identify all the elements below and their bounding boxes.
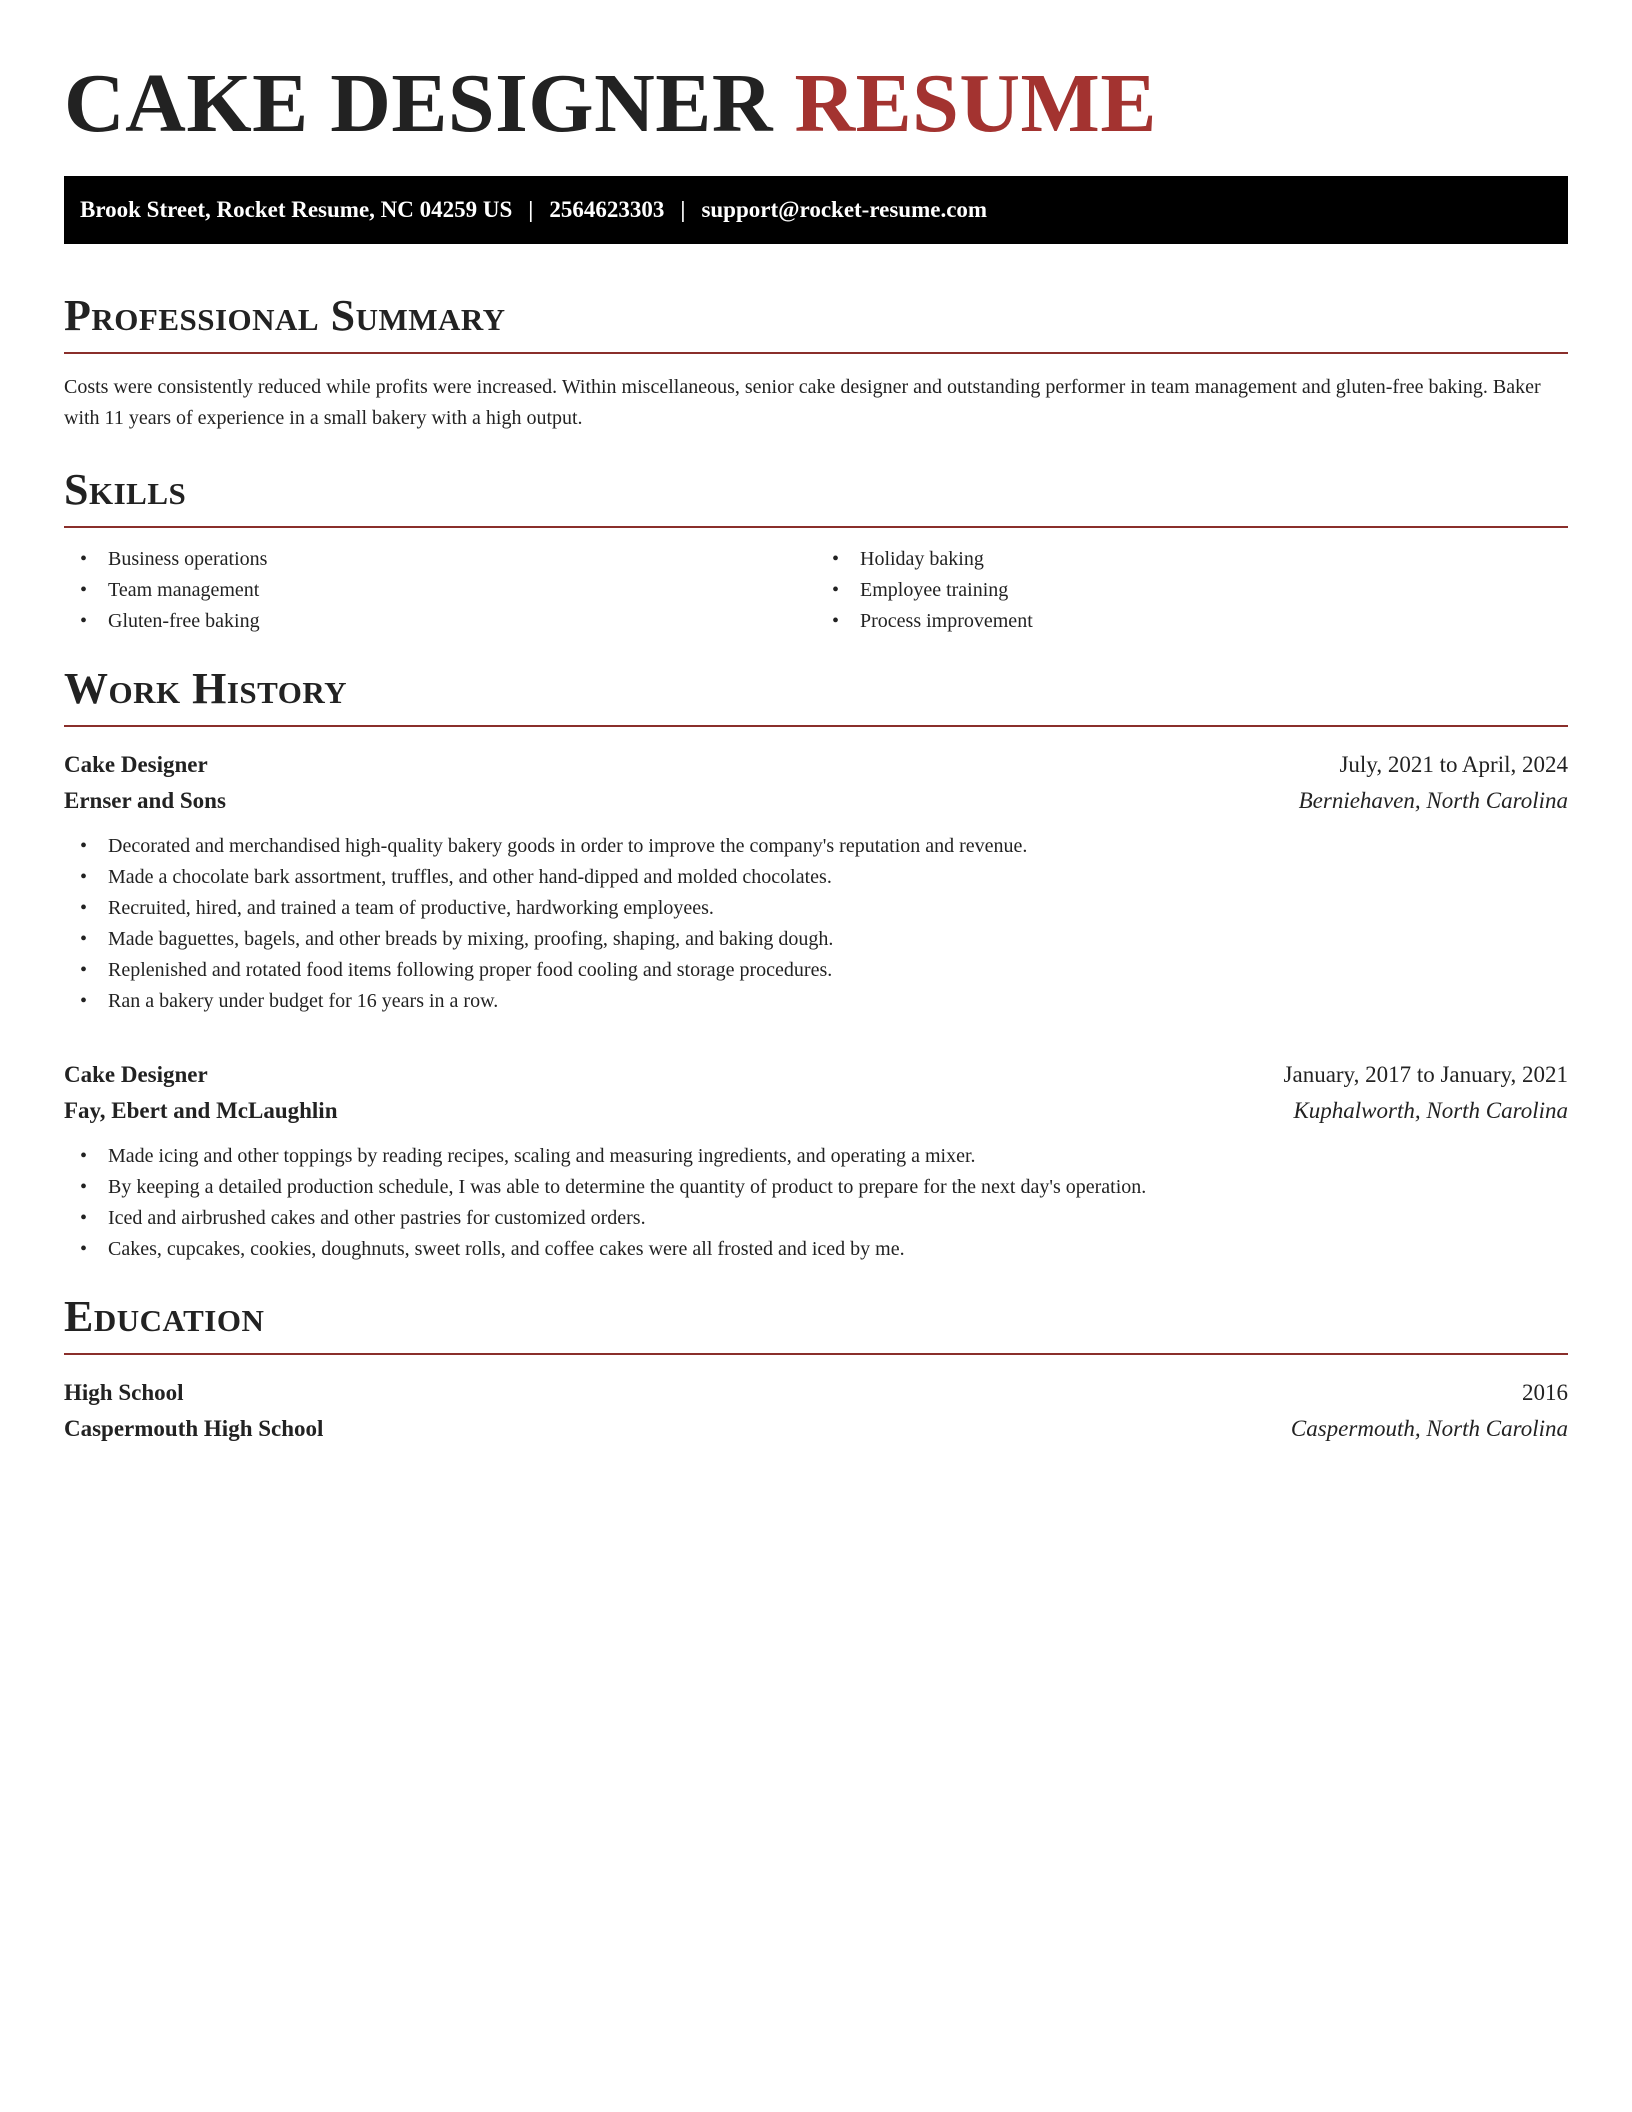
job-company-row — [64, 783, 1568, 819]
job-duty: • Recruited, hired, and trained a team of productive, hardworking employees. — [64, 893, 1568, 924]
job-location: Berniehaven, North Carolina — [1298, 788, 1568, 813]
section-heading: Work History — [64, 663, 1568, 727]
job-title: Cake Designer — [64, 752, 208, 777]
contact-email: support@rocket-resume.com — [701, 197, 988, 222]
job-duty: • Ran a bakery under budget for 16 years in a row. — [64, 986, 1568, 1017]
contact-separator: | — [680, 197, 686, 222]
education-school-row — [64, 1411, 1568, 1447]
education-section — [64, 1291, 1568, 1447]
job-duty: • Made a chocolate bark assortment, truffles, and other hand-dipped and molded chocolates. — [64, 862, 1568, 893]
job-entry — [64, 1057, 1568, 1265]
skill-item: • Holiday baking — [816, 544, 1568, 575]
resume-title — [64, 56, 1568, 152]
skills-section — [64, 464, 1568, 637]
skill-item: • Gluten-free baking — [64, 606, 816, 637]
job-title-row — [64, 747, 1568, 783]
job-dates: July, 2021 to April, 2024 — [1339, 752, 1568, 777]
job-duty: • By keeping a detailed production schedule, I was able to determine the quantity of product to prepare for the next day's operation. — [64, 1172, 1568, 1203]
job-company: Ernser and Sons — [64, 788, 226, 813]
skills-column-right — [816, 544, 1568, 637]
education-degree: High School — [64, 1380, 184, 1405]
summary-text: Costs were consistently reduced while profits were increased. Within miscellaneous, senior cake designer and outstanding performer in team management and gluten-free baking. Baker with 11 years of experience in a small bakery with a high output. — [64, 376, 1541, 429]
skill-item: • Process improvement — [816, 606, 1568, 637]
contact-phone: 2564623303 — [549, 197, 665, 222]
professional-summary-section — [64, 290, 1568, 434]
job-dates: January, 2017 to January, 2021 — [1283, 1062, 1568, 1087]
job-location: Kuphalworth, North Carolina — [1293, 1098, 1568, 1123]
section-heading: Education — [64, 1291, 1568, 1355]
job-title: Cake Designer — [64, 1062, 208, 1087]
skills-column-left — [64, 544, 816, 637]
section-heading: Professional Summary — [64, 290, 1568, 354]
section-heading: Skills — [64, 464, 1568, 528]
education-degree-row — [64, 1375, 1568, 1411]
education-school: Caspermouth High School — [64, 1416, 324, 1441]
skill-item: • Team management — [64, 575, 816, 606]
job-duty: • Decorated and merchandised high-quality bakery goods in order to improve the company's reputation and revenue. — [64, 831, 1568, 862]
job-entry — [64, 747, 1568, 1017]
job-duties — [64, 1141, 1568, 1265]
skills-grid — [64, 544, 1568, 637]
education-location: Caspermouth, North Carolina — [1290, 1416, 1568, 1441]
education-year: 2016 — [1522, 1380, 1568, 1405]
skill-item: • Business operations — [64, 544, 816, 575]
title-accent: RESUME — [794, 57, 1157, 150]
education-entry — [64, 1375, 1568, 1447]
job-duty: • Iced and airbrushed cakes and other pastries for customized orders. — [64, 1203, 1568, 1234]
job-duty: • Made baguettes, bagels, and other breads by mixing, proofing, shaping, and baking dough. — [64, 924, 1568, 955]
job-duties — [64, 831, 1568, 1017]
job-company-row — [64, 1093, 1568, 1129]
skill-item: • Employee training — [816, 575, 1568, 606]
job-company: Fay, Ebert and McLaughlin — [64, 1098, 338, 1123]
contact-bar — [64, 176, 1568, 244]
title-main: CAKE DESIGNER — [64, 57, 773, 150]
job-title-row — [64, 1057, 1568, 1093]
contact-address: Brook Street, Rocket Resume, NC 04259 US — [80, 197, 513, 222]
job-duty: • Replenished and rotated food items following proper food cooling and storage procedures. — [64, 955, 1568, 986]
job-duty: • Made icing and other toppings by reading recipes, scaling and measuring ingredients, and operating a mixer. — [64, 1141, 1568, 1172]
work-history-section — [64, 663, 1568, 1265]
job-duty: • Cakes, cupcakes, cookies, doughnuts, sweet rolls, and coffee cakes were all frosted and iced by me. — [64, 1234, 1568, 1265]
contact-separator: | — [528, 197, 534, 222]
